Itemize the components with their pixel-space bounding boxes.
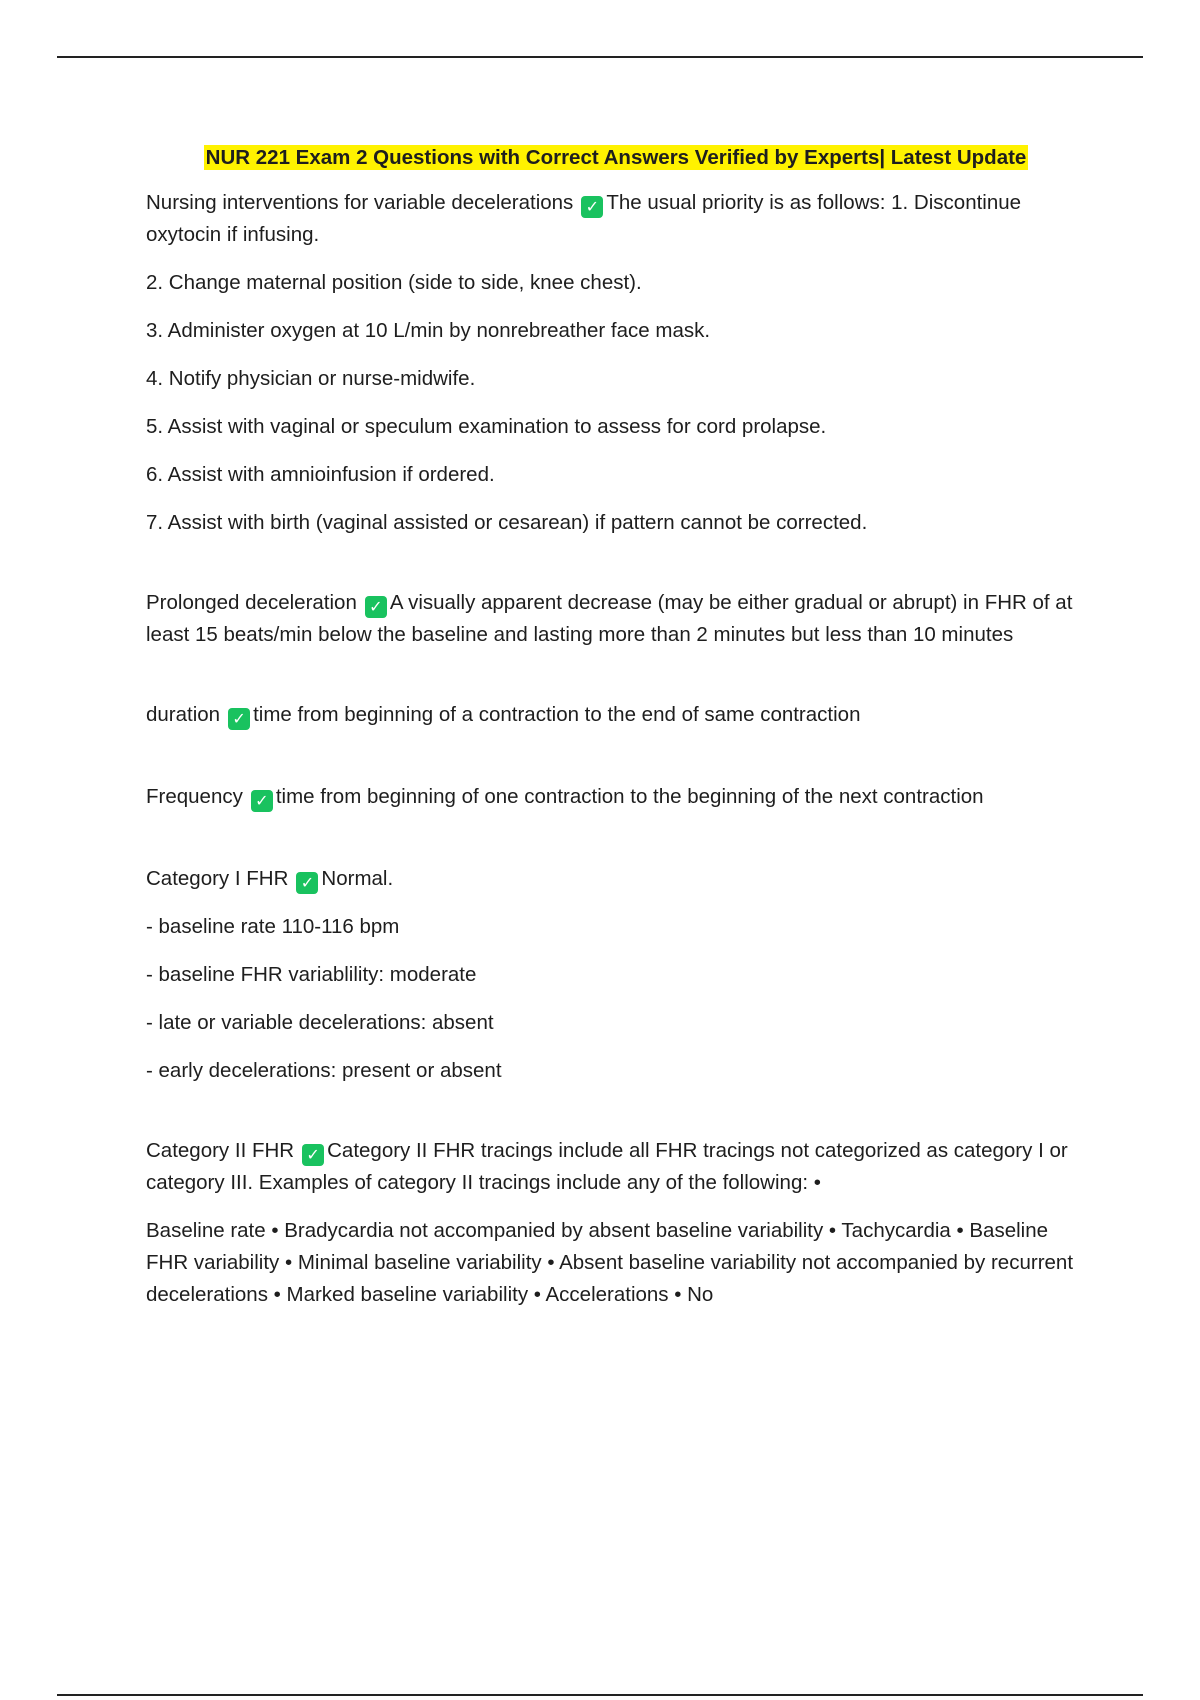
entry-duration <box>146 699 1086 731</box>
intervention-step: 4. Notify physician or nurse-midwife. <box>146 367 476 390</box>
check-mark-icon: ✓ <box>302 1144 324 1166</box>
entry-answer: time from beginning of a contraction to the end of same contraction <box>253 703 861 726</box>
entry-frequency <box>146 781 1086 813</box>
entry-variable-decelerations <box>146 187 1086 251</box>
category-1-criterion: - late or variable decelerations: absent <box>146 1011 494 1034</box>
entry-term: Frequency <box>146 785 243 808</box>
entry-answer: time from beginning of one contraction to the beginning of the next contraction <box>275 785 984 808</box>
check-mark-icon: ✓ <box>296 872 318 894</box>
entry-answer: The usual priority is as follows: 1. Discontinue oxytocin if infusing. <box>146 191 1022 246</box>
entry-answer: Normal. <box>321 867 394 890</box>
intervention-step: 7. Assist with birth (vaginal assisted or cesarean) if pattern cannot be corrected. <box>146 511 868 534</box>
entry-prolonged-deceleration <box>146 587 1086 651</box>
entry-category-2 <box>146 1135 1086 1199</box>
check-mark-icon: ✓ <box>228 708 250 730</box>
entry-term: duration <box>146 703 221 726</box>
header-rule <box>57 56 1143 58</box>
document-title <box>146 143 1086 173</box>
category-1-criterion: - baseline rate 110-116 bpm <box>146 915 400 938</box>
document-title-text: NUR 221 Exam 2 Questions with Correct Answers Verified by Experts| Latest Update <box>205 146 1027 169</box>
check-mark-icon: ✓ <box>251 790 273 812</box>
entry-term: Category II FHR <box>146 1139 295 1162</box>
document-body <box>146 143 1086 1327</box>
intervention-step: 5. Assist with vaginal or speculum examination to assess for cord prolapse. <box>146 415 827 438</box>
entry-answer: A visually apparent decrease (may be either gradual or abrupt) in FHR of at least 15 beats/min below the baseline and lasting more than 2 minutes but less than 10 minutes <box>146 591 1073 646</box>
intervention-step: 2. Change maternal position (side to side, knee chest). <box>146 271 642 294</box>
check-mark-icon: ✓ <box>365 596 387 618</box>
entry-term: Category I FHR <box>146 867 289 890</box>
entry-term: Nursing interventions for variable decelerations <box>146 191 574 214</box>
entry-answer: Category II FHR tracings include all FHR tracings not categorized as category I or category III. Examples of category II tracings include any of the following: • <box>146 1139 1068 1194</box>
category-2-examples: Baseline rate • Bradycardia not accompanied by absent baseline variability • Tachycardia • Baseline FHR variability • Minimal baseline variability • Absent baseline variability not accompanied by recurrent decelerations • Marked baseline variability • Accelerations • No <box>146 1219 1074 1306</box>
entry-term: Prolonged deceleration <box>146 591 357 614</box>
category-1-criterion: - early decelerations: present or absent <box>146 1059 502 1082</box>
category-1-criterion: - baseline FHR variablility: moderate <box>146 963 477 986</box>
entry-category-1 <box>146 863 1086 895</box>
check-mark-icon: ✓ <box>581 196 603 218</box>
intervention-step: 3. Administer oxygen at 10 L/min by nonrebreather face mask. <box>146 319 711 342</box>
intervention-step: 6. Assist with amnioinfusion if ordered. <box>146 463 495 486</box>
footer-rule <box>57 1694 1143 1696</box>
